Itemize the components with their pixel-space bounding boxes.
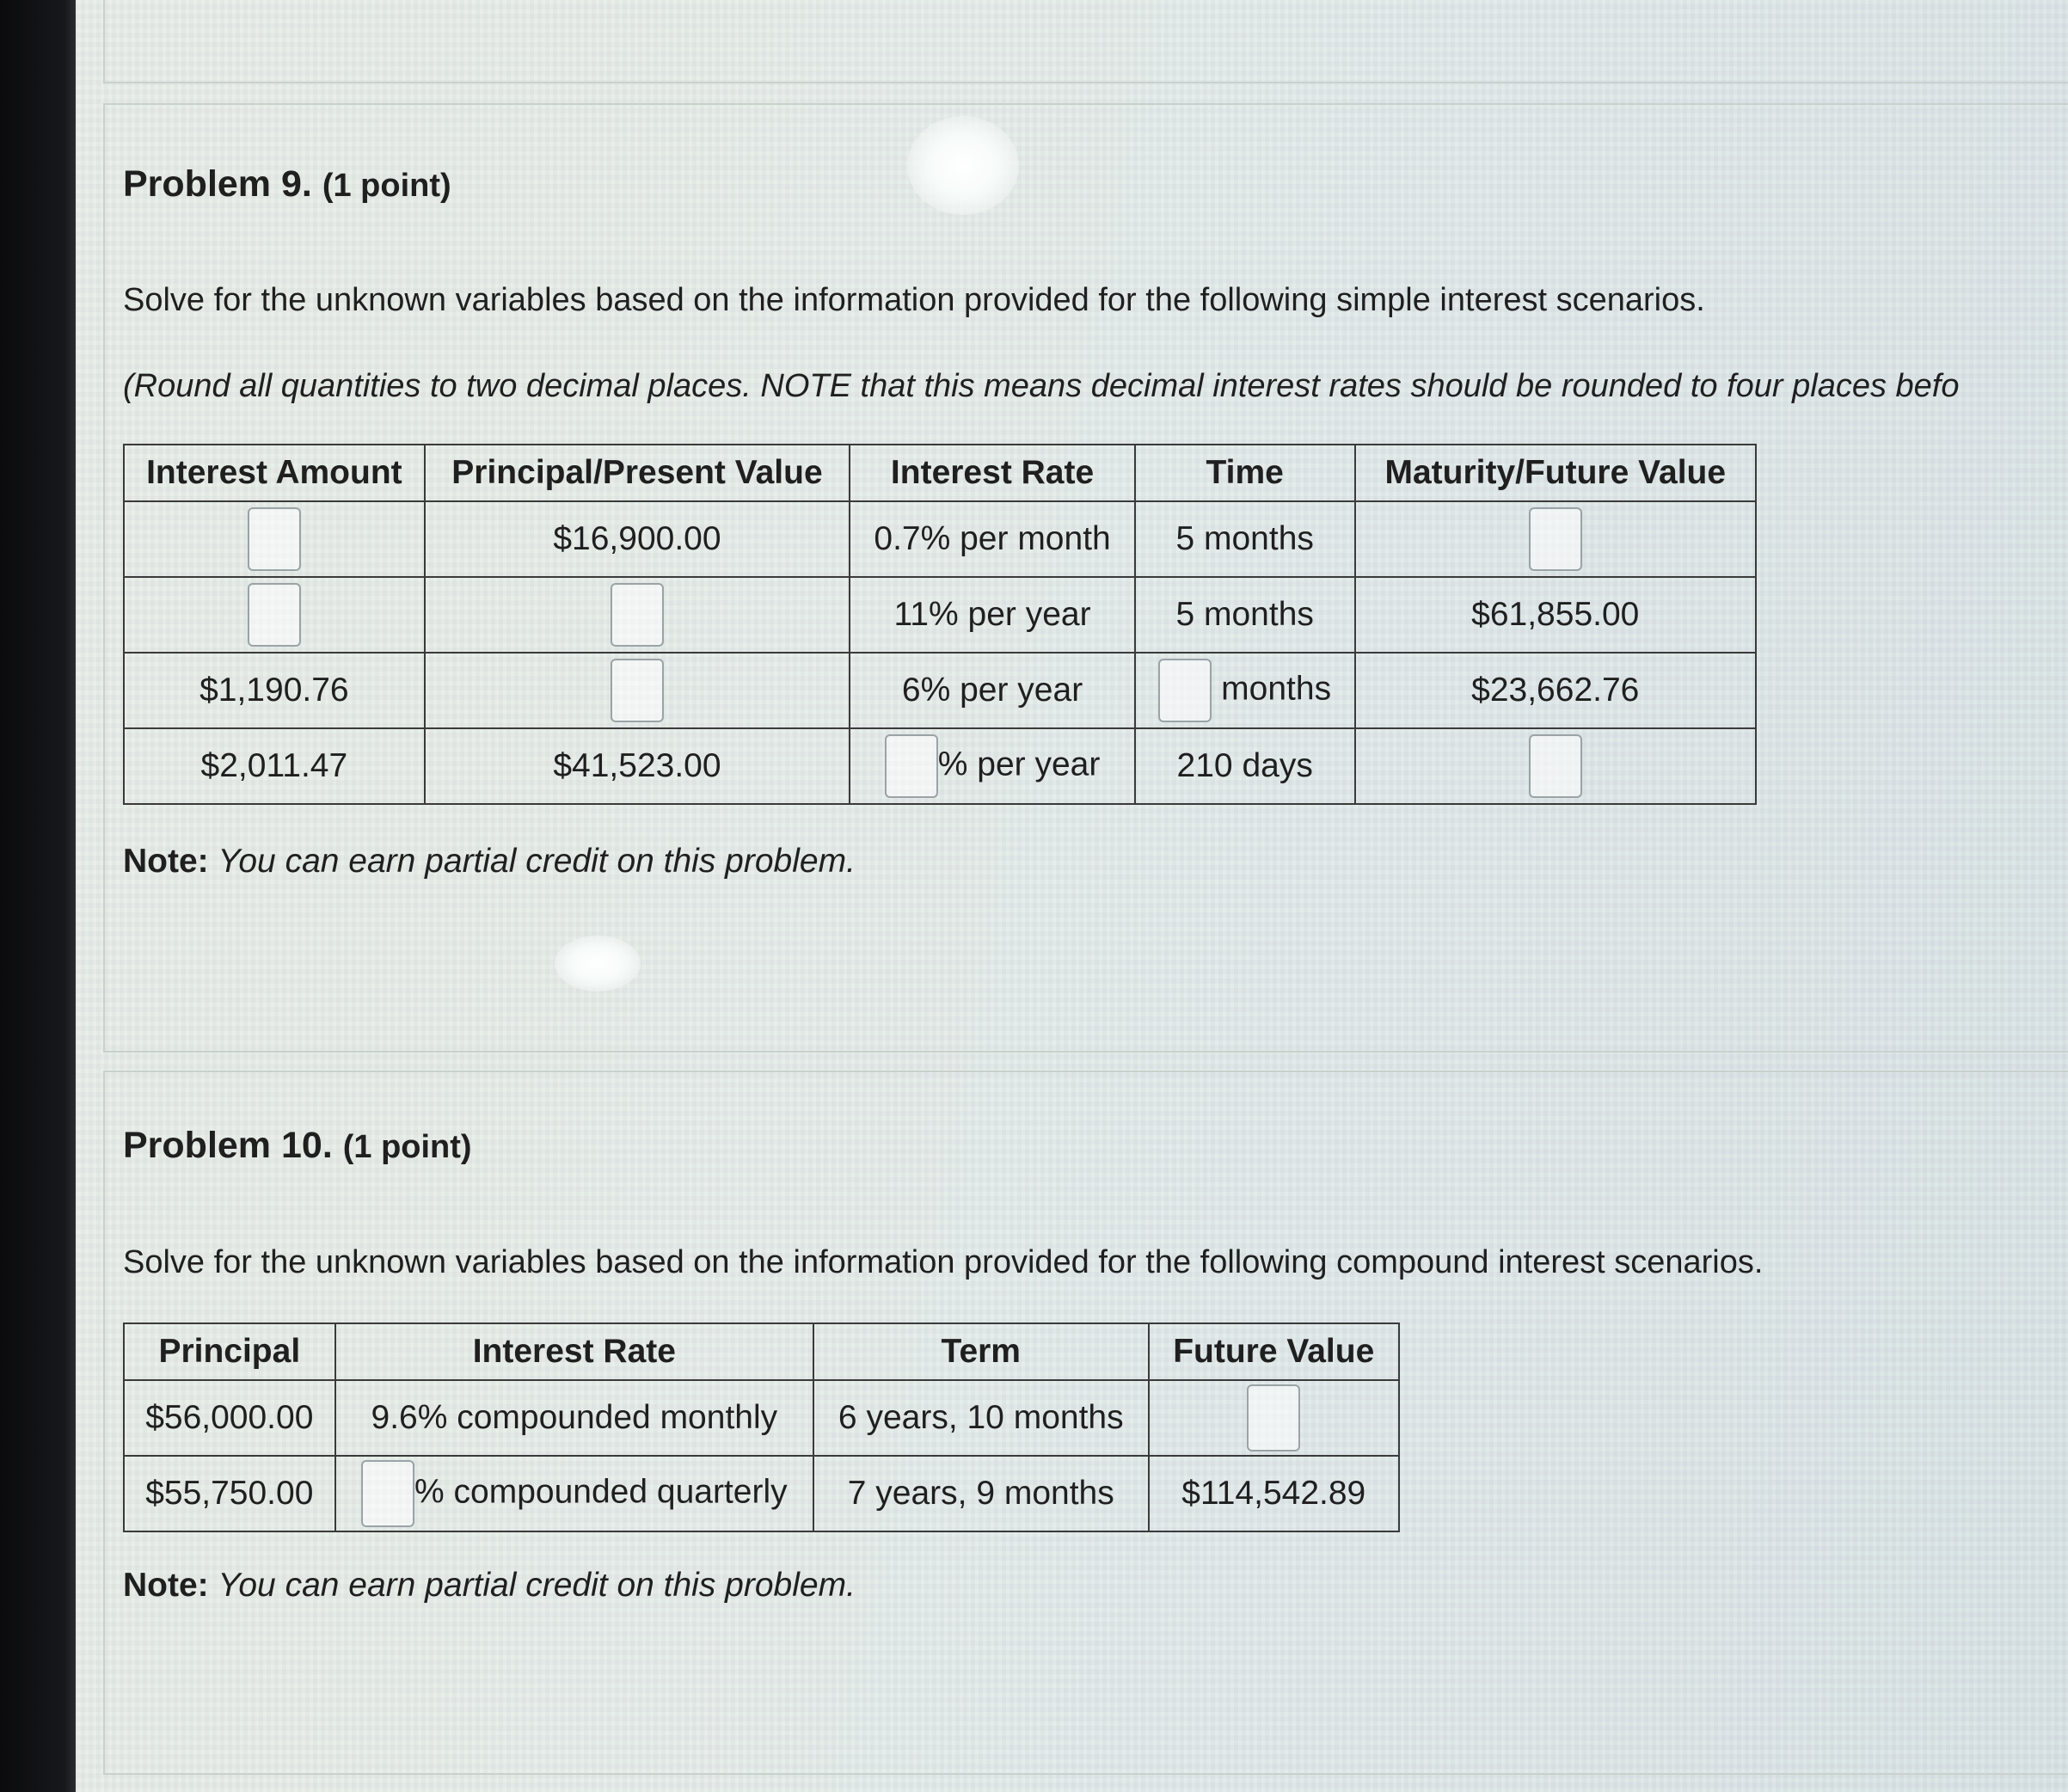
- answer-input-future-value-row1[interactable]: [1247, 1384, 1300, 1451]
- answer-input-interest-amount-row1[interactable]: [248, 507, 301, 571]
- problem-10-note: [123, 1567, 856, 1605]
- previous-problem-box: [103, 0, 2068, 83]
- cell-future-value: [1149, 1380, 1400, 1456]
- header-interest-rate: Interest Rate: [850, 445, 1135, 501]
- cell-time: [1135, 653, 1355, 728]
- table-row: [124, 1380, 1399, 1456]
- table-row: [124, 653, 1756, 728]
- simple-interest-table: [123, 444, 1757, 805]
- table-row: [124, 501, 1756, 577]
- problem-10-title: [123, 1125, 472, 1167]
- answer-input-rate-row4[interactable]: [885, 734, 938, 798]
- header-interest-rate: Interest Rate: [335, 1323, 813, 1380]
- screen-glare: [907, 116, 1019, 215]
- header-principal: Principal/Present Value: [425, 445, 850, 501]
- answer-input-maturity-row4[interactable]: [1529, 734, 1582, 798]
- cell-interest-amount: [124, 501, 425, 577]
- note-label: Note:: [123, 1567, 209, 1604]
- time-unit-label: months: [1221, 670, 1332, 708]
- header-interest-amount: Interest Amount: [124, 445, 425, 501]
- compound-interest-table: [123, 1323, 1400, 1532]
- cell-maturity: $61,855.00: [1355, 577, 1756, 653]
- cell-maturity: [1355, 501, 1756, 577]
- cell-future-value: $114,542.89: [1149, 1456, 1400, 1531]
- problem-9-rounding-note: (Round all quantities to two decimal places. NOTE that this means decimal interest rates should be rounded to four places befo: [123, 368, 1960, 404]
- header-future-value: Future Value: [1149, 1323, 1400, 1380]
- cell-rate: 0.7% per month: [850, 501, 1135, 577]
- problem-10-number: Problem 10.: [123, 1125, 333, 1166]
- cell-rate: 9.6% compounded monthly: [335, 1380, 813, 1456]
- cell-term: 7 years, 9 months: [813, 1456, 1148, 1531]
- header-principal: Principal: [124, 1323, 335, 1380]
- table-row: [124, 577, 1756, 653]
- cell-rate: 6% per year: [850, 653, 1135, 728]
- problem-9-number: Problem 9.: [123, 163, 312, 205]
- problem-10-instruction: Solve for the unknown variables based on the information provided for the following compound interest scenarios.: [123, 1244, 1764, 1280]
- problem-9-points: (1 point): [322, 168, 451, 204]
- screen-glare: [555, 936, 641, 991]
- table-row: [124, 1456, 1399, 1531]
- cell-principal: $56,000.00: [124, 1380, 335, 1456]
- problem-10-points: (1 point): [342, 1129, 472, 1165]
- cell-rate: [850, 728, 1135, 804]
- answer-input-principal-row2[interactable]: [611, 583, 664, 647]
- cell-interest-amount: $1,190.76: [124, 653, 425, 728]
- note-label: Note:: [123, 843, 209, 880]
- header-term: Term: [813, 1323, 1148, 1380]
- cell-time: 5 months: [1135, 501, 1355, 577]
- answer-input-time-row3[interactable]: [1158, 659, 1212, 722]
- cell-principal: $16,900.00: [425, 501, 850, 577]
- cell-rate: 11% per year: [850, 577, 1135, 653]
- table-header-row: [124, 1323, 1399, 1380]
- cell-rate: [335, 1456, 813, 1531]
- problem-9-note: [123, 843, 856, 881]
- problem-9-instruction: Solve for the unknown variables based on the information provided for the following simple interest scenarios.: [123, 282, 1705, 318]
- answer-input-interest-amount-row2[interactable]: [248, 583, 301, 647]
- note-text: You can earn partial credit on this problem.: [218, 1567, 856, 1604]
- cell-term: 6 years, 10 months: [813, 1380, 1148, 1456]
- header-maturity-value: Maturity/Future Value: [1355, 445, 1756, 501]
- note-text: You can earn partial credit on this problem.: [218, 843, 856, 880]
- answer-input-principal-row3[interactable]: [611, 659, 664, 722]
- answer-input-rate-row2[interactable]: [361, 1460, 414, 1527]
- cell-interest-amount: [124, 577, 425, 653]
- cell-maturity: [1355, 728, 1756, 804]
- cell-principal: $55,750.00: [124, 1456, 335, 1531]
- rate-unit-label: % compounded quarterly: [414, 1473, 788, 1511]
- header-time: Time: [1135, 445, 1355, 501]
- problem-9-title: [123, 163, 451, 206]
- cell-time: 210 days: [1135, 728, 1355, 804]
- table-row: [124, 728, 1756, 804]
- answer-input-maturity-row1[interactable]: [1529, 507, 1582, 571]
- rate-unit-label: % per year: [937, 746, 1101, 783]
- monitor-bezel: [0, 0, 76, 1792]
- cell-maturity: $23,662.76: [1355, 653, 1756, 728]
- cell-interest-amount: $2,011.47: [124, 728, 425, 804]
- cell-principal: $41,523.00: [425, 728, 850, 804]
- cell-time: 5 months: [1135, 577, 1355, 653]
- cell-principal: [425, 577, 850, 653]
- table-header-row: [124, 445, 1756, 501]
- cell-principal: [425, 653, 850, 728]
